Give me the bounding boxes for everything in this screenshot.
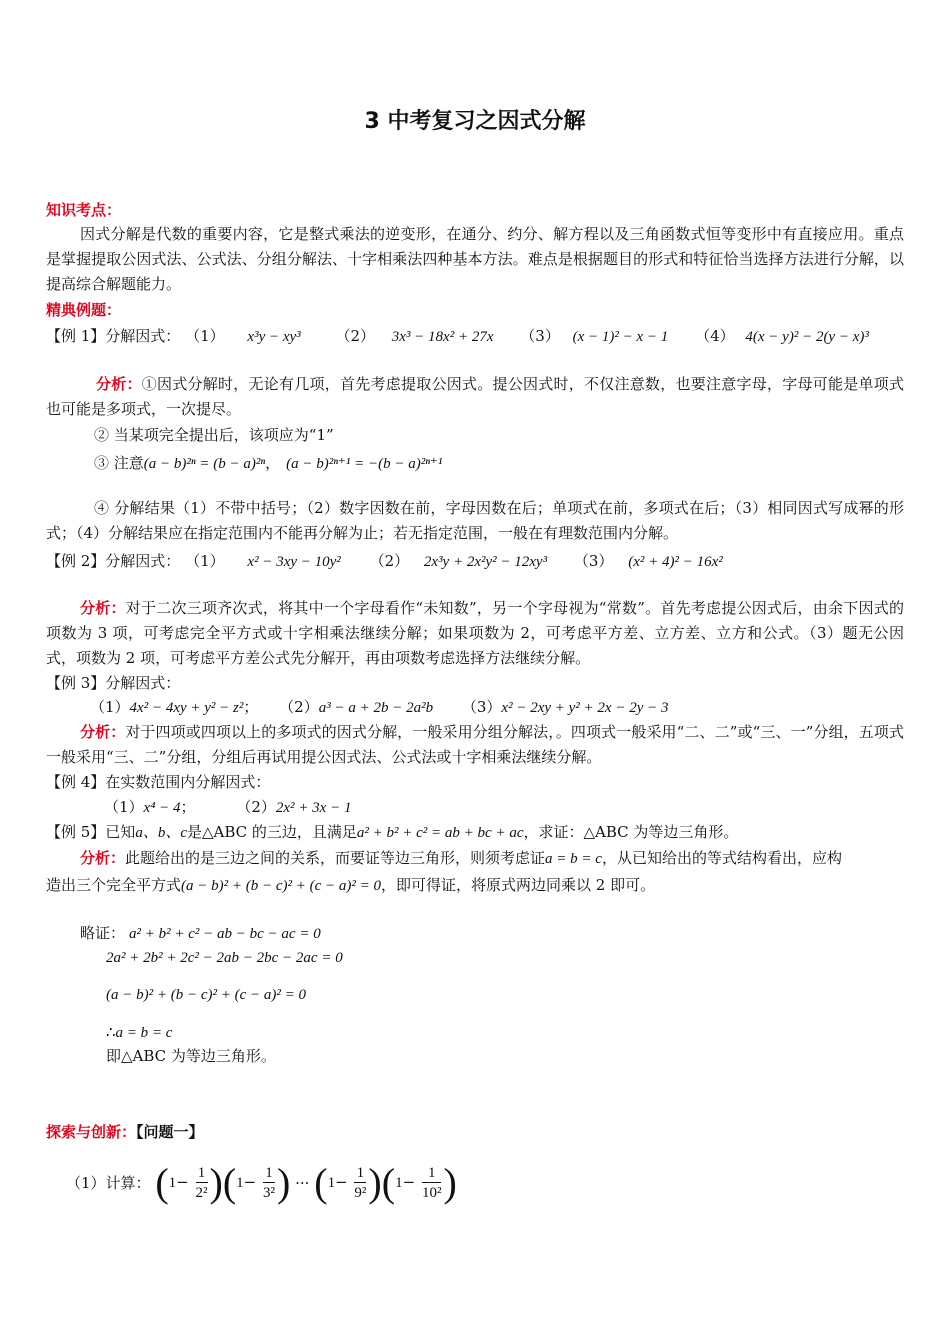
ex2-expr-1: x² − 3xy − 10y² — [247, 554, 341, 570]
ex5-mid: 是△ABC 的三边，且满足 — [186, 823, 357, 841]
fraction-1: $\frac{1}{\text{2²}}$ — [195, 1164, 208, 1201]
ex1-part3-number: （3） — [520, 327, 560, 345]
example-2-label: 【例 2】分解因式： — [46, 552, 181, 570]
ex1-part2-number: （2） — [335, 327, 375, 345]
ex1-analysis-label: 分析： — [96, 375, 142, 393]
ex5-vars: a、b、c — [135, 825, 187, 841]
fraction-3: $\frac{1}{\text{9²}}$ — [354, 1164, 367, 1201]
ex3-expr-1: 4x² − 4xy + y² − z² — [129, 700, 244, 716]
ex1-analysis-3-formula-1: (a − b)²ⁿ = (b − a)²ⁿ — [143, 456, 266, 472]
problem-1-tag: 【问题一】 — [136, 1123, 204, 1141]
ex1-expr-1: x³y − xy³ — [247, 329, 301, 345]
example-4-label: 【例 4】在实数范围内分解因式： — [46, 773, 271, 791]
factor-1-one: 1 — [168, 1175, 177, 1191]
ex1-analysis-3 — [94, 451, 442, 476]
ex2-part1-number: （1） — [185, 552, 225, 570]
factor-2-minus: − — [243, 1173, 257, 1191]
ex5-analysis-b: ，从已知给出的等式结构看出，应构 — [601, 849, 842, 867]
proof-line-4 — [106, 1020, 172, 1045]
ex2-analysis — [46, 596, 904, 671]
example-5-label: 【例 5】已知 — [46, 823, 136, 841]
ex2-analysis-label: 分析： — [80, 599, 126, 617]
proof-expr-4: a = b = c — [115, 1025, 173, 1041]
ex2-expr-2: 2x³y + 2x²y² − 12xy³ — [423, 554, 548, 570]
explore-heading: 探索与创新： — [46, 1123, 137, 1141]
example-3-label: 【例 3】分解因式： — [46, 674, 181, 692]
therefore-symbol: ∴ — [106, 1023, 116, 1041]
ex4-expr-2: 2x² + 3x − 1 — [275, 800, 352, 816]
factor-4-one: 1 — [395, 1175, 403, 1191]
example-5-line — [46, 820, 738, 845]
explore-line — [46, 1120, 204, 1144]
example-3-parts — [90, 695, 668, 720]
ex1-analysis-4: ④ 分解结果（1）不带中括号；（2）数字因数在前，字母因数在后；单项式在前，多项式在后；（3）相同因式写成幂的形式；（4）分解结果应在指定范围内不能再分解为止；若无指定范围，一般在有理数范围内分解。 — [46, 499, 904, 542]
knowledge-paragraph: 因式分解是代数的重要内容，它是整式乘法的逆变形，在通分、约分、解方程以及三角函数式恒等变形中有直接应用。重点是掌握提取公因式法、公式法、分组分解法、十字相乘法四种基本方法。难点是根据题目的形式和特征恰当选择方法进行分解，以提高综合解题能力。 — [46, 225, 904, 293]
ex1-analysis-2: ② 当某项完全提出后，该项应为“1” — [94, 426, 334, 444]
ex3-expr-2: a³ − a + 2b − 2a²b — [318, 700, 434, 716]
ex3-analysis-label: 分析： — [80, 723, 126, 741]
ex1-part4-number: （4） — [695, 327, 735, 345]
page-title: 3 中考复习之因式分解 — [364, 109, 586, 134]
ex2-analysis-text: 对于二次三项齐次式，将其中一个字母看作“未知数”，另一个字母视为“常数”。首先考虑提公因式后，由余下因式的项数为 3 项，可考虑完全平方式或十字相乘法继续分解；如果项数为 2，可考虑平方差、立方差、立方和公式。（3）题无公因式，项数为 2 项，可考虑平方差公式先分解开，再由项数考虑选择方法继续分解。 — [46, 599, 904, 667]
ex5-condition: a² + b² + c² = ab + bc + ac — [356, 825, 524, 841]
ex4-part2-number: （2） — [236, 798, 276, 816]
ex3-part1-number: （1） — [90, 698, 130, 716]
example-1-line — [46, 324, 869, 349]
proof-label: 略证： — [80, 924, 126, 942]
ex3-part3-number: （3） — [461, 698, 502, 716]
proof-line-1 — [80, 921, 321, 946]
ex2-expr-3: (x² + 4)² − 16x² — [628, 554, 723, 570]
factor-4-minus: − — [402, 1173, 416, 1191]
ex1-analysis-1-text: ①因式分解时，无论有几项，首先考虑提取公因式。提公因式时，不仅注意数，也要注意字母，字母可能是单项式也可能是多项式，一次提尽。 — [46, 375, 904, 418]
ex5-analysis-squares: (a − b)² + (b − c)² + (c − a)² = 0 — [181, 878, 382, 894]
factor-1-minus: − — [176, 1173, 189, 1191]
problem-1-label: （1）计算： — [66, 1174, 151, 1192]
proof-expr-1: a² + b² + c² − ab − bc − ac = 0 — [129, 926, 321, 942]
factor-2-one: 1 — [236, 1175, 244, 1191]
ex4-sep: ； — [180, 798, 196, 816]
ex1-analysis-1 — [46, 372, 904, 422]
ex4-part1-number: （1） — [104, 798, 144, 816]
ex1-analysis-3-sep: ， — [265, 454, 281, 472]
ex3-part2-number: （2） — [279, 698, 319, 716]
ex1-expr-3: (x − 1)² − x − 1 — [572, 329, 669, 345]
knowledge-heading: 知识考点： — [46, 201, 122, 219]
ex4-expr-1: x⁴ − 4 — [143, 800, 181, 816]
ex5-analysis-line-1 — [80, 846, 842, 871]
ex5-analysis-a: 此题给出的是三边之间的关系，而要证等边三角形，则须考虑证 — [125, 849, 546, 867]
ex1-expr-2: 3x³ − 18x² + 27x — [391, 329, 494, 345]
ex5-analysis-d: ，即可得证，将原式两边同乘以 2 即可。 — [381, 876, 656, 894]
proof-conclusion: 即△ABC 为等边三角形。 — [106, 1047, 276, 1065]
ex3-analysis-text: 对于四项或四项以上的多项式的因式分解，一般采用分组分解法，。四项式一般采用“二、二”或“三、一”分组，五项式一般采用“三、二”分组，分组后再试用提公因式法、公式法或十字相乘法继续分解。 — [46, 723, 904, 766]
example-4-parts — [104, 795, 351, 820]
ex2-part2-number: （2） — [369, 552, 410, 570]
proof-expr-2: 2a² + 2b² + 2c² − 2ab − 2bc − 2ac = 0 — [106, 950, 343, 966]
examples-heading: 精典例题： — [46, 301, 122, 319]
ex5-end: ，求证：△ABC 为等边三角形。 — [523, 823, 739, 841]
fraction-2: $\frac{1}{\text{3²}}$ — [263, 1164, 276, 1201]
factor-3-minus: − — [335, 1173, 348, 1191]
ex5-analysis-label: 分析： — [80, 849, 126, 867]
ex1-analysis-3-prefix: ③ 注意 — [94, 454, 144, 472]
ex1-analysis-3-formula-2: (a − b)²ⁿ⁺¹ = −(b − a)²ⁿ⁺¹ — [286, 456, 443, 472]
ellipsis: ··· — [295, 1174, 310, 1192]
ex5-analysis-c: 造出三个完全平方式 — [46, 876, 182, 894]
ex3-sep: ； — [243, 698, 259, 716]
ex5-analysis-eq: a = b = c — [545, 851, 602, 867]
fraction-4: $\frac{1}{\text{10²}}$ — [421, 1164, 442, 1201]
ex3-analysis — [46, 720, 904, 770]
ex5-analysis-line-2 — [46, 873, 655, 898]
problem-1-line: （1）计算： (1− $\frac{1}{\text{2²}}$ )(1− $\frac{1}{\text{3²}}$ ) ··· (1− $\frac{1}{\text{9²}}$ )(1− $\frac{1}{\text{10²}}$ ) — [66, 1160, 457, 1205]
example-1-label: 【例 1】分解因式： — [46, 327, 181, 345]
proof-expr-3: (a − b)² + (b − c)² + (c − a)² = 0 — [106, 987, 307, 1003]
ex1-part1-number: （1） — [185, 327, 225, 345]
ex2-part3-number: （3） — [573, 552, 614, 570]
ex1-expr-4: 4(x − y)² − 2(y − x)³ — [745, 329, 869, 345]
ex3-expr-3: x² − 2xy + y² + 2x − 2y − 3 — [501, 700, 669, 716]
factor-3-one: 1 — [327, 1175, 336, 1191]
example-2-line — [46, 549, 723, 574]
